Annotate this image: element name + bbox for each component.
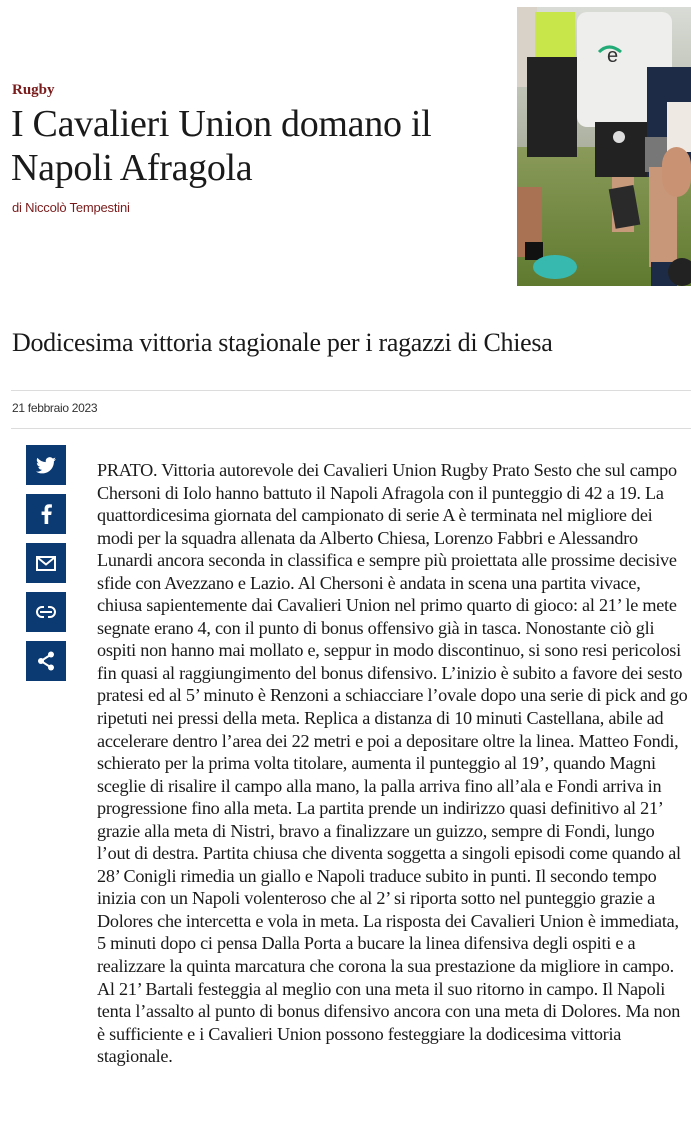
divider [11, 390, 691, 391]
article-body: PRATO. Vittoria autorevole dei Cavalieri Union Rugby Prato Sesto che sul campo Chersoni di Iolo hanno battuto il Napoli Afragola con il punteggio di 42 a 19. La quattordicesima giornata del campionato di serie A è terminata nel migliore dei modi per la squadra allenata da Alberto Chiesa, Lorenzo Fabbri e Alessandro Lunardi ancora seconda in classifica e sempre più proiettata alle prossime decisive sfide con Avezzano e Lazio. Al Chersoni è andata in scena una partita vivace, chiusa sapientemente dai Cavalieri Union nel primo quarto di gioco: al 21’ le mete segnate erano 4, con il punto di bonus offensivo già in tasca. Nonostante ciò gli ospiti non hanno mai mollato e, seppur in modo discontinuo, si sono resi pericolosi fin quasi al raggiungimento del bonus difensivo. L’inizio è subito a favore dei sesto pratesi ed al 5’ minuto è Renzoni a schiacciare l’ovale dopo una serie di pick and go ripetuti nei pressi della meta. Replica a distanza di 10 minuti Castellana, abile ad accelerare dentro l’area dei 22 metri e poi a depositare oltre la linea. Matteo Fondi, schierato per la prima volta titolare, aumenta il punteggio al 19’, quando Magni sceglie di risalire il campo alla mano, la palla arriva fino all’ala e Fondi arriva in progressione fino alla meta. La partita prende un indirizzo quasi definitivo al 21’ grazie alla meta di Nistri, bravo a finalizzare un guizzo, sempre di Fondi, lungo l’out di destra. Partita chiusa che diventa soggetta a singoli episodi come quando al 28’ Conigli rimedia un giallo e Napoli traduce subito in punti. Il secondo tempo inizia con un Napoli volenteroso che al 2’ si riporta sotto nel punteggio grazie a Dolores che intercetta e vola in meta. La risposta dei Cavalieri Union è immediata, 5 minuti dopo ci pensa Dalla Porta a bucare la linea difensiva degli ospiti e a realizzare la quinta marcatura che corona la sua prestazione da migliore in campo. Al 21’ Bartali festeggia al meglio con una meta il suo ritorno in campo. Il Napoli tenta l’assalto al punto di bonus difensivo ancora con una meta di Dolores. Ma non è sufficiente e i Cavalieri Union possono festeggiare la dodicesima vittoria stagionale. [97, 460, 688, 1067]
email-icon [36, 556, 56, 571]
share-facebook-button[interactable] [26, 494, 66, 534]
article-header [0, 0, 691, 290]
share-twitter-button[interactable] [26, 445, 66, 485]
share-link-button[interactable] [26, 592, 66, 632]
author-byline[interactable]: di Niccolò Tempestini [12, 200, 130, 215]
article-title: I Cavalieri Union domano il Napoli Afragola [11, 103, 432, 189]
article-subtitle: Dodicesima vittoria stagionale per i ragazzi di Chiesa [12, 328, 553, 357]
svg-text:e: e [607, 45, 619, 67]
share-bar [26, 445, 66, 690]
share-email-button[interactable] [26, 543, 66, 583]
link-icon [36, 606, 56, 618]
section-kicker[interactable]: Rugby [12, 82, 55, 98]
twitter-icon [36, 457, 56, 474]
share-icon [37, 651, 55, 671]
facebook-icon [41, 504, 52, 524]
share-more-button[interactable] [26, 641, 66, 681]
divider [11, 428, 691, 429]
publish-date: 21 febbraio 2023 [12, 401, 98, 415]
article-photo [517, 7, 691, 286]
